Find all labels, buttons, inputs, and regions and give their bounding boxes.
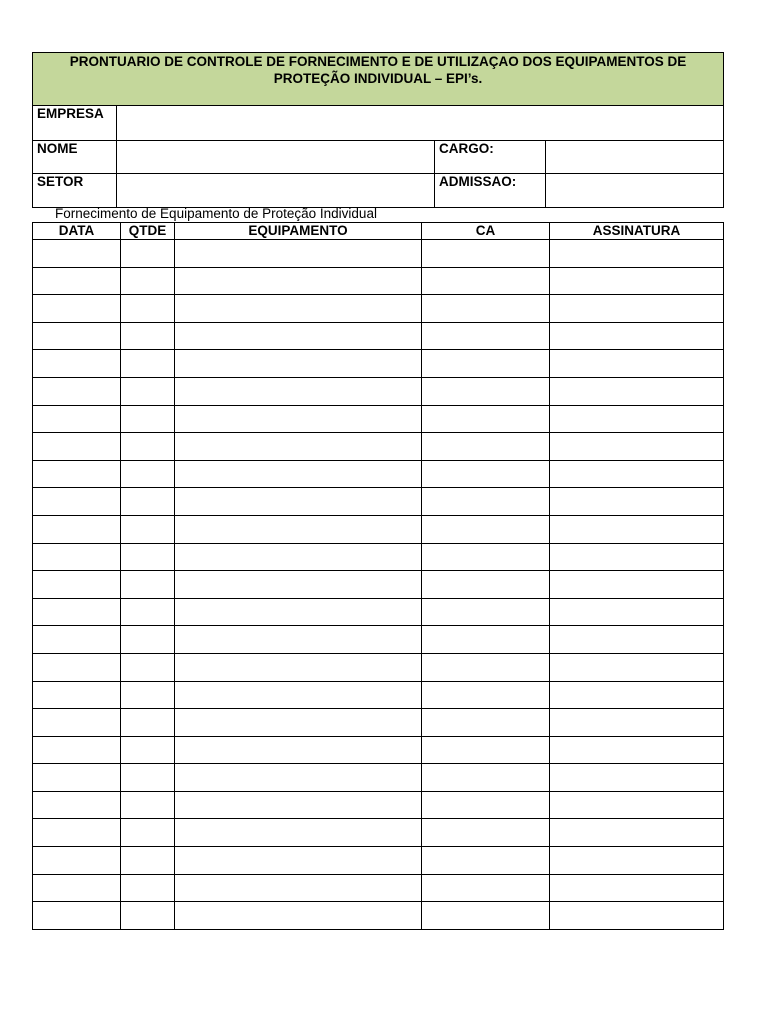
cell-qtde[interactable] <box>121 681 175 709</box>
nome-label: NOME <box>33 141 117 174</box>
cell-qtde[interactable] <box>121 543 175 571</box>
supply-table-caption: Fornecimento de Equipamento de Proteção Individual <box>55 206 377 221</box>
supply-table <box>32 222 724 930</box>
table-row <box>33 598 724 626</box>
table-row <box>33 543 724 571</box>
table-row <box>33 405 724 433</box>
table-row <box>33 460 724 488</box>
cell-data[interactable] <box>33 377 121 405</box>
cell-equipamento[interactable] <box>175 322 422 350</box>
empresa-field[interactable] <box>117 106 724 141</box>
cell-qtde[interactable] <box>121 819 175 847</box>
admissao-label: ADMISSAO: <box>435 174 546 208</box>
cell-data[interactable] <box>33 653 121 681</box>
cell-ca[interactable] <box>422 626 550 654</box>
cell-qtde[interactable] <box>121 267 175 295</box>
cell-equipamento[interactable] <box>175 405 422 433</box>
table-row <box>33 377 724 405</box>
cell-assinatura[interactable] <box>550 571 724 599</box>
table-row <box>33 433 724 461</box>
cell-qtde[interactable] <box>121 736 175 764</box>
cell-qtde[interactable] <box>121 295 175 323</box>
setor-label: SETOR <box>33 174 117 208</box>
cell-assinatura[interactable] <box>550 736 724 764</box>
cell-qtde[interactable] <box>121 405 175 433</box>
cell-equipamento[interactable] <box>175 433 422 461</box>
cell-assinatura[interactable] <box>550 488 724 516</box>
cell-assinatura[interactable] <box>550 764 724 792</box>
cell-ca[interactable] <box>422 709 550 737</box>
cell-data[interactable] <box>33 874 121 902</box>
table-row <box>33 764 724 792</box>
cell-assinatura[interactable] <box>550 240 724 268</box>
table-row <box>33 653 724 681</box>
cell-equipamento[interactable] <box>175 488 422 516</box>
column-header-qtde: QTDE <box>121 223 175 240</box>
cell-qtde[interactable] <box>121 847 175 875</box>
cell-ca[interactable] <box>422 571 550 599</box>
cell-equipamento[interactable] <box>175 736 422 764</box>
table-row <box>33 295 724 323</box>
cell-equipamento[interactable] <box>175 350 422 378</box>
table-row <box>33 736 724 764</box>
table-row <box>33 847 724 875</box>
cell-assinatura[interactable] <box>550 626 724 654</box>
cell-assinatura[interactable] <box>550 874 724 902</box>
cell-qtde[interactable] <box>121 709 175 737</box>
nome-field[interactable] <box>117 141 435 174</box>
cell-ca[interactable] <box>422 295 550 323</box>
cell-qtde[interactable] <box>121 653 175 681</box>
table-row <box>33 267 724 295</box>
cell-data[interactable] <box>33 764 121 792</box>
cell-equipamento[interactable] <box>175 709 422 737</box>
form-title-line-2: PROTEÇÃO INDIVIDUAL – EPI’s. <box>273 71 483 86</box>
supply-table-header-row <box>33 223 724 240</box>
cell-equipamento[interactable] <box>175 902 422 930</box>
cell-ca[interactable] <box>422 267 550 295</box>
cell-data[interactable] <box>33 626 121 654</box>
cell-ca[interactable] <box>422 377 550 405</box>
cell-assinatura[interactable] <box>550 295 724 323</box>
cell-data[interactable] <box>33 819 121 847</box>
cell-assinatura[interactable] <box>550 681 724 709</box>
cell-qtde[interactable] <box>121 515 175 543</box>
form-title-line-1: PRONTUARIO DE CONTROLE DE FORNECIMENTO E DE UTILIZAÇAO DOS EQUIPAMENTOS DE <box>69 54 687 69</box>
cell-equipamento[interactable] <box>175 819 422 847</box>
cell-assinatura[interactable] <box>550 460 724 488</box>
cell-ca[interactable] <box>422 460 550 488</box>
cell-ca[interactable] <box>422 736 550 764</box>
column-header-assinatura: ASSINATURA <box>550 223 724 240</box>
table-row <box>33 626 724 654</box>
column-header-equipamento: EQUIPAMENTO <box>175 223 422 240</box>
cell-data[interactable] <box>33 322 121 350</box>
table-row <box>33 488 724 516</box>
cell-assinatura[interactable] <box>550 847 724 875</box>
cell-equipamento[interactable] <box>175 240 422 268</box>
cell-ca[interactable] <box>422 515 550 543</box>
cell-assinatura[interactable] <box>550 902 724 930</box>
cell-data[interactable] <box>33 736 121 764</box>
cell-data[interactable] <box>33 902 121 930</box>
cell-equipamento[interactable] <box>175 295 422 323</box>
cell-data[interactable] <box>33 433 121 461</box>
header-form <box>32 52 724 208</box>
cell-equipamento[interactable] <box>175 791 422 819</box>
table-row <box>33 515 724 543</box>
column-header-data: DATA <box>33 223 121 240</box>
cell-data[interactable] <box>33 488 121 516</box>
table-row <box>33 791 724 819</box>
cell-data[interactable] <box>33 295 121 323</box>
cell-data[interactable] <box>33 543 121 571</box>
cell-ca[interactable] <box>422 240 550 268</box>
cell-assinatura[interactable] <box>550 598 724 626</box>
table-row <box>33 240 724 268</box>
cell-data[interactable] <box>33 847 121 875</box>
cell-assinatura[interactable] <box>550 543 724 571</box>
cell-qtde[interactable] <box>121 874 175 902</box>
cell-equipamento[interactable] <box>175 460 422 488</box>
cell-assinatura[interactable] <box>550 377 724 405</box>
cell-ca[interactable] <box>422 543 550 571</box>
cell-qtde[interactable] <box>121 488 175 516</box>
cell-qtde[interactable] <box>121 902 175 930</box>
cell-ca[interactable] <box>422 681 550 709</box>
cell-data[interactable] <box>33 571 121 599</box>
cell-data[interactable] <box>33 240 121 268</box>
column-header-ca: CA <box>422 223 550 240</box>
cell-equipamento[interactable] <box>175 598 422 626</box>
cell-data[interactable] <box>33 460 121 488</box>
cell-qtde[interactable] <box>121 240 175 268</box>
cell-qtde[interactable] <box>121 791 175 819</box>
cell-equipamento[interactable] <box>175 267 422 295</box>
supply-table-body <box>33 240 724 930</box>
cell-assinatura[interactable] <box>550 791 724 819</box>
cell-qtde[interactable] <box>121 377 175 405</box>
cell-data[interactable] <box>33 267 121 295</box>
table-row <box>33 709 724 737</box>
cell-ca[interactable] <box>422 764 550 792</box>
cargo-label: CARGO: <box>435 141 546 174</box>
cell-ca[interactable] <box>422 902 550 930</box>
table-row <box>33 819 724 847</box>
cell-qtde[interactable] <box>121 598 175 626</box>
cargo-field[interactable] <box>546 141 724 174</box>
cell-equipamento[interactable] <box>175 874 422 902</box>
cell-assinatura[interactable] <box>550 433 724 461</box>
cell-assinatura[interactable] <box>550 653 724 681</box>
cell-qtde[interactable] <box>121 460 175 488</box>
table-row <box>33 681 724 709</box>
cell-ca[interactable] <box>422 819 550 847</box>
cell-equipamento[interactable] <box>175 681 422 709</box>
cell-data[interactable] <box>33 598 121 626</box>
cell-equipamento[interactable] <box>175 847 422 875</box>
cell-assinatura[interactable] <box>550 405 724 433</box>
cell-ca[interactable] <box>422 350 550 378</box>
cell-equipamento[interactable] <box>175 515 422 543</box>
table-row <box>33 571 724 599</box>
cell-qtde[interactable] <box>121 626 175 654</box>
cell-ca[interactable] <box>422 847 550 875</box>
cell-equipamento[interactable] <box>175 543 422 571</box>
cell-assinatura[interactable] <box>550 322 724 350</box>
cell-equipamento[interactable] <box>175 764 422 792</box>
cell-ca[interactable] <box>422 653 550 681</box>
table-row <box>33 902 724 930</box>
form-title <box>33 53 724 106</box>
setor-field[interactable] <box>117 174 435 208</box>
table-row <box>33 874 724 902</box>
cell-qtde[interactable] <box>121 571 175 599</box>
admissao-field[interactable] <box>546 174 724 208</box>
table-row <box>33 350 724 378</box>
cell-assinatura[interactable] <box>550 267 724 295</box>
cell-qtde[interactable] <box>121 433 175 461</box>
cell-assinatura[interactable] <box>550 350 724 378</box>
cell-qtde[interactable] <box>121 350 175 378</box>
cell-equipamento[interactable] <box>175 626 422 654</box>
cell-data[interactable] <box>33 350 121 378</box>
cell-data[interactable] <box>33 405 121 433</box>
cell-equipamento[interactable] <box>175 653 422 681</box>
cell-data[interactable] <box>33 791 121 819</box>
cell-ca[interactable] <box>422 322 550 350</box>
cell-qtde[interactable] <box>121 764 175 792</box>
cell-ca[interactable] <box>422 791 550 819</box>
cell-ca[interactable] <box>422 598 550 626</box>
cell-ca[interactable] <box>422 433 550 461</box>
cell-assinatura[interactable] <box>550 819 724 847</box>
cell-equipamento[interactable] <box>175 377 422 405</box>
cell-ca[interactable] <box>422 874 550 902</box>
cell-data[interactable] <box>33 681 121 709</box>
cell-data[interactable] <box>33 709 121 737</box>
cell-ca[interactable] <box>422 488 550 516</box>
cell-assinatura[interactable] <box>550 709 724 737</box>
cell-qtde[interactable] <box>121 322 175 350</box>
cell-equipamento[interactable] <box>175 571 422 599</box>
cell-assinatura[interactable] <box>550 515 724 543</box>
cell-ca[interactable] <box>422 405 550 433</box>
cell-data[interactable] <box>33 515 121 543</box>
table-row <box>33 322 724 350</box>
empresa-label: EMPRESA <box>33 106 117 141</box>
